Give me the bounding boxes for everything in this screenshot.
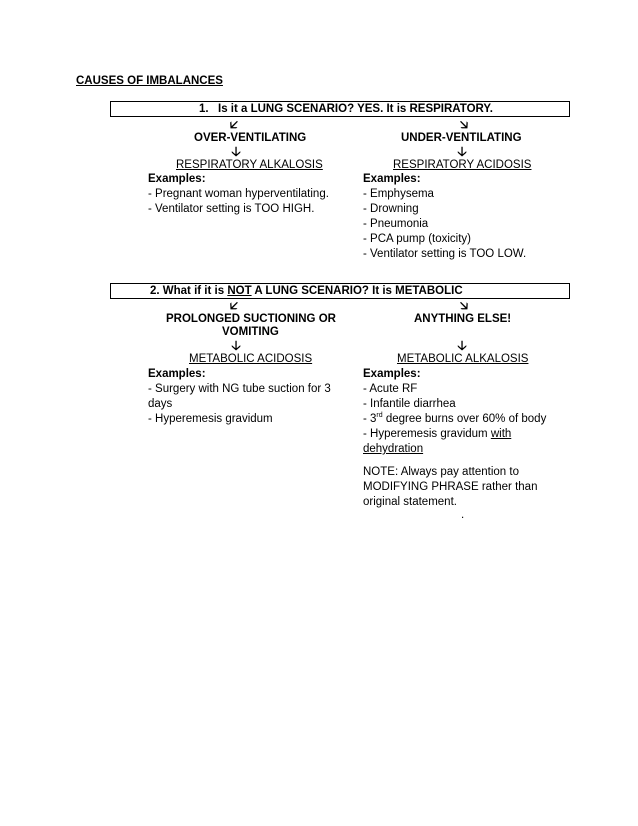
section2-left-title-line1: PROLONGED SUCTIONING OR	[166, 313, 336, 325]
section2-right-example	[363, 412, 546, 427]
section2-left-condition: METABOLIC ACIDOSIS	[189, 353, 313, 365]
section1-question: Is it a LUNG SCENARIO? YES. It is RESPIRATORY.	[218, 103, 493, 115]
burns-example-post: degree burns over 60% of body	[382, 413, 547, 425]
section1-right-condition: RESPIRATORY ACIDOSIS	[393, 159, 532, 171]
section2-left-examples-label: Examples:	[148, 368, 206, 380]
note-line: NOTE: Always pay attention to	[363, 466, 519, 478]
section1-right-example: - Pneumonia	[363, 218, 429, 230]
section1-right-diagonal-arrow-icon: 🡦	[459, 117, 469, 132]
section1-left-diagonal-arrow-icon: 🡧	[229, 117, 239, 132]
section2-right-example	[363, 427, 511, 442]
section2-right-examples-label: Examples:	[363, 368, 421, 380]
section2-right-example: - Infantile diarrhea	[363, 398, 456, 410]
section1-left-example: - Pregnant woman hyperventilating.	[148, 188, 329, 200]
section2-left-down-arrow-icon: 🡣	[231, 338, 241, 353]
section1-right-title: UNDER-VENTILATING	[401, 132, 522, 144]
section1-right-example: - PCA pump (toxicity)	[363, 233, 471, 245]
section1-right-example: - Drowning	[363, 203, 419, 215]
section1-left-condition: RESPIRATORY ALKALOSIS	[176, 159, 323, 171]
section1-number: 1.	[199, 103, 209, 115]
section2-right-example-continued: dehydration	[363, 443, 424, 455]
trailing-period: .	[461, 509, 465, 521]
burns-example-superscript: rd	[376, 412, 383, 420]
section2-right-title: ANYTHING ELSE!	[414, 313, 512, 325]
section2-left-diagonal-arrow-icon: 🡧	[229, 298, 239, 313]
note-line: original statement.	[363, 496, 457, 508]
section1-right-down-arrow-icon: 🡣	[457, 144, 467, 159]
section2-left-title-line2: VOMITING	[222, 326, 279, 338]
section2-left-example-continued: days	[148, 398, 173, 410]
section2-question-underlined: NOT	[227, 285, 252, 297]
section2-right-example: - Acute RF	[363, 383, 418, 395]
section2-right-diagonal-arrow-icon: 🡦	[459, 298, 469, 313]
section2-left-example: - Hyperemesis gravidum	[148, 413, 273, 425]
hyperemesis-example-underlined: with	[490, 428, 512, 440]
section2-right-condition: METABOLIC ALKALOSIS	[397, 353, 529, 365]
section2-left-example: - Surgery with NG tube suction for 3	[148, 383, 331, 395]
section2-question	[150, 285, 463, 297]
section1-right-example: - Ventilator setting is TOO LOW.	[363, 248, 527, 260]
page-heading: CAUSES OF IMBALANCES	[76, 75, 223, 87]
section1-left-down-arrow-icon: 🡣	[231, 144, 241, 159]
section2-question-post: A LUNG SCENARIO? It is METABOLIC	[251, 285, 463, 297]
section1-right-example: - Emphysema	[363, 188, 434, 200]
section1-left-examples-label: Examples:	[148, 173, 206, 185]
section2-question-pre: 2. What if it is	[150, 285, 228, 297]
section2-right-down-arrow-icon: 🡣	[457, 338, 467, 353]
hyperemesis-example-pre: - Hyperemesis gravidum	[363, 428, 491, 440]
section1-left-title: OVER-VENTILATING	[194, 132, 307, 144]
section1-left-example: - Ventilator setting is TOO HIGH.	[148, 203, 315, 215]
section1-right-examples-label: Examples:	[363, 173, 421, 185]
burns-example-pre: - 3	[363, 413, 377, 425]
note-line: MODIFYING PHRASE rather than	[363, 481, 538, 493]
